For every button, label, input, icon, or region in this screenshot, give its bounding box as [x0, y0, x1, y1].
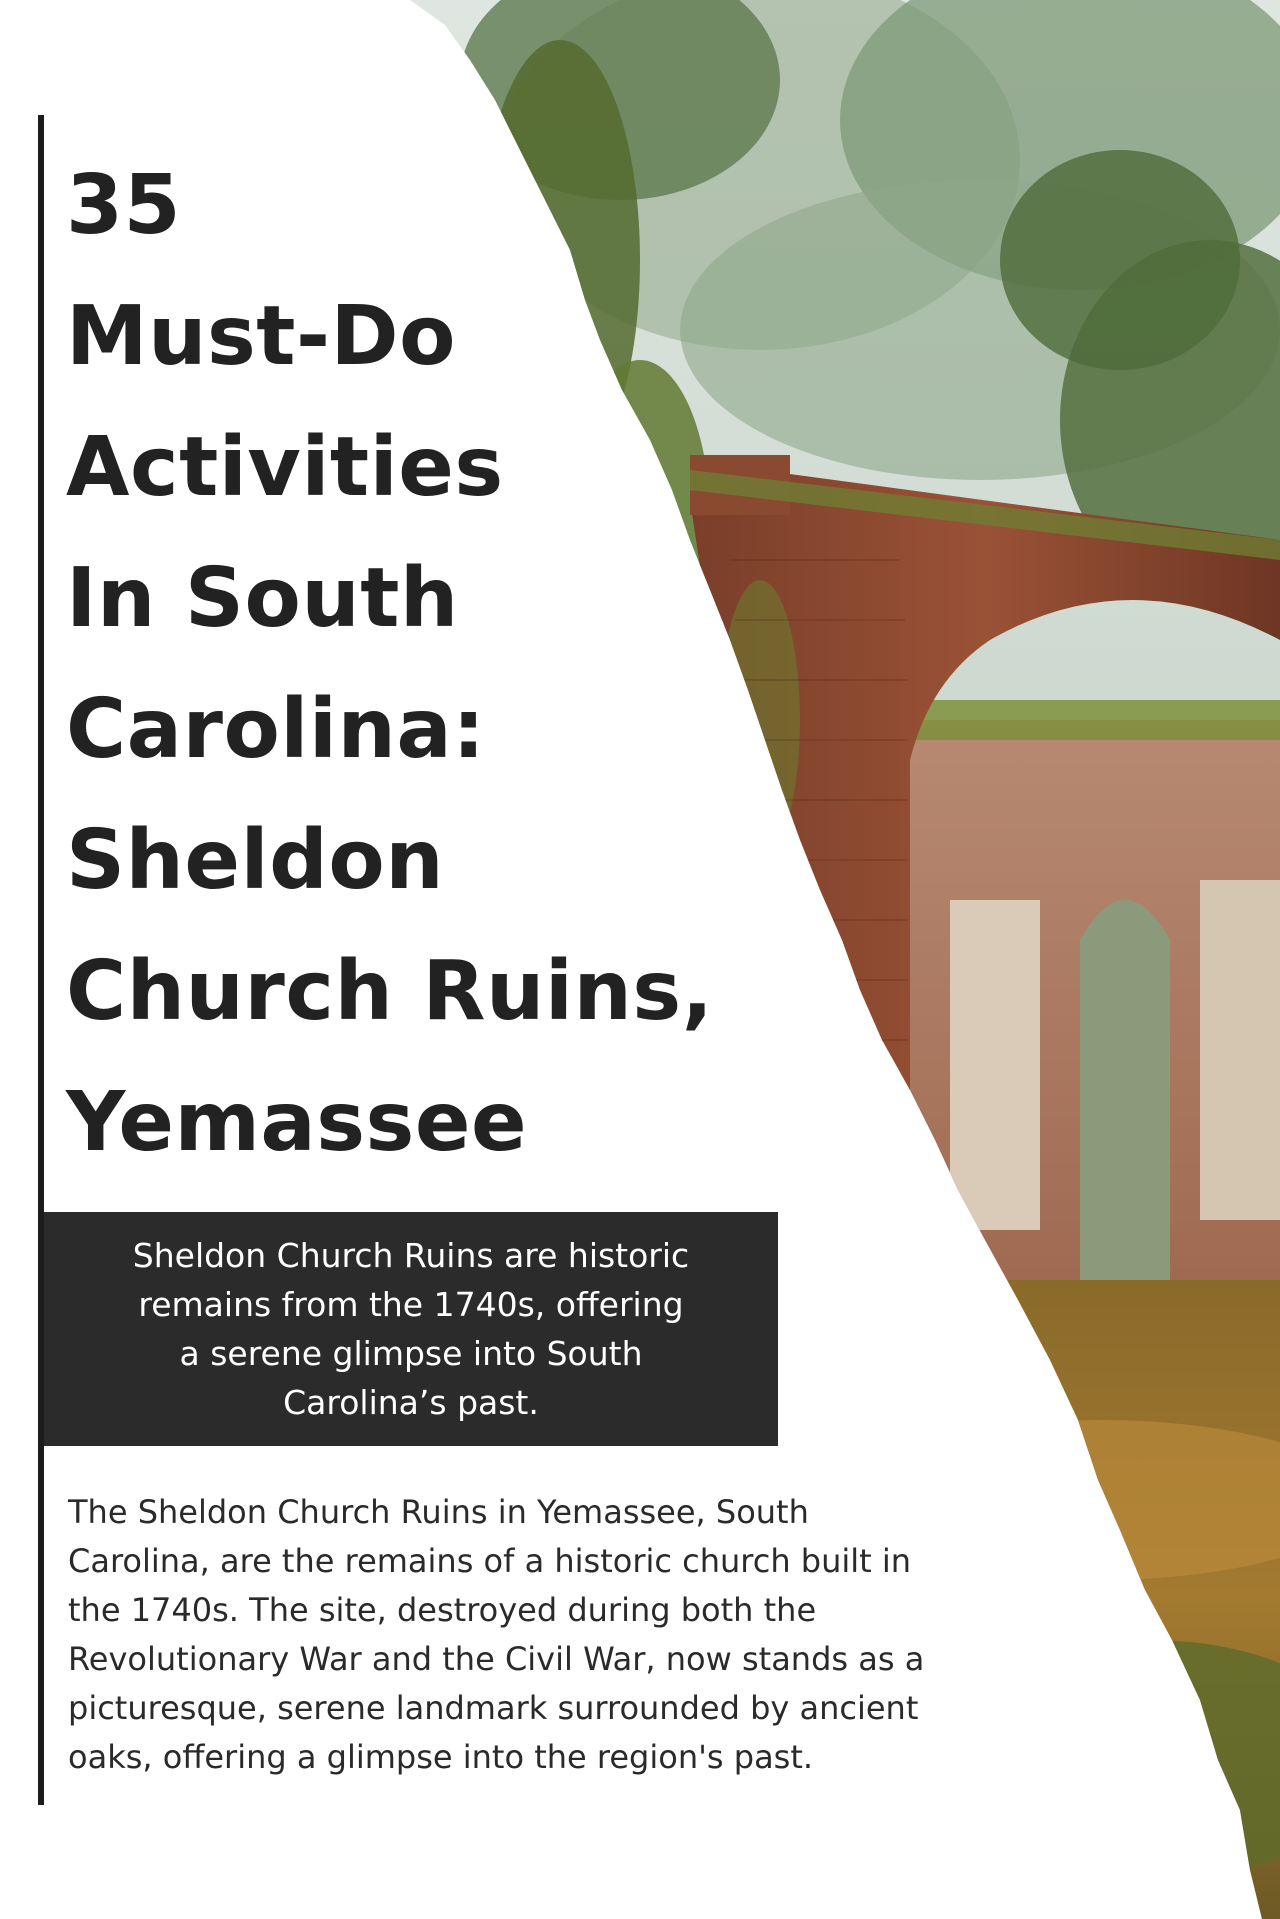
summary-line: Sheldon Church Ruins are historic [132, 1236, 690, 1275]
summary-box [44, 1212, 778, 1446]
title-line: 35 [66, 158, 182, 253]
title-line: Activities [66, 420, 504, 515]
summary-text [106, 1231, 716, 1427]
description-line: the 1740s. The site, destroyed during both the [68, 1591, 817, 1629]
page-title [66, 140, 786, 1188]
description-line: The Sheldon Church Ruins in Yemassee, South [68, 1493, 809, 1531]
title-line: Yemassee [66, 1075, 528, 1170]
title-line: Church Ruins, [66, 944, 714, 1039]
title-line: Sheldon [66, 813, 445, 908]
summary-line: remains from the 1740s, offering [138, 1285, 684, 1324]
summary-line: a serene glimpse into South [179, 1334, 643, 1373]
accent-line [38, 115, 44, 1805]
description-line: picturesque, serene landmark surrounded by ancient [68, 1689, 919, 1727]
description-paragraph [68, 1488, 988, 1782]
title-line: In South [66, 551, 459, 646]
title-line: Must-Do [66, 289, 456, 384]
description-line: Carolina, are the remains of a historic church built in [68, 1542, 912, 1580]
description-line: oaks, offering a glimpse into the region's past. [68, 1738, 814, 1776]
description-line: Revolutionary War and the Civil War, now stands as a [68, 1640, 925, 1678]
title-line: Carolina: [66, 682, 486, 777]
summary-line: Carolina’s past. [283, 1383, 539, 1422]
